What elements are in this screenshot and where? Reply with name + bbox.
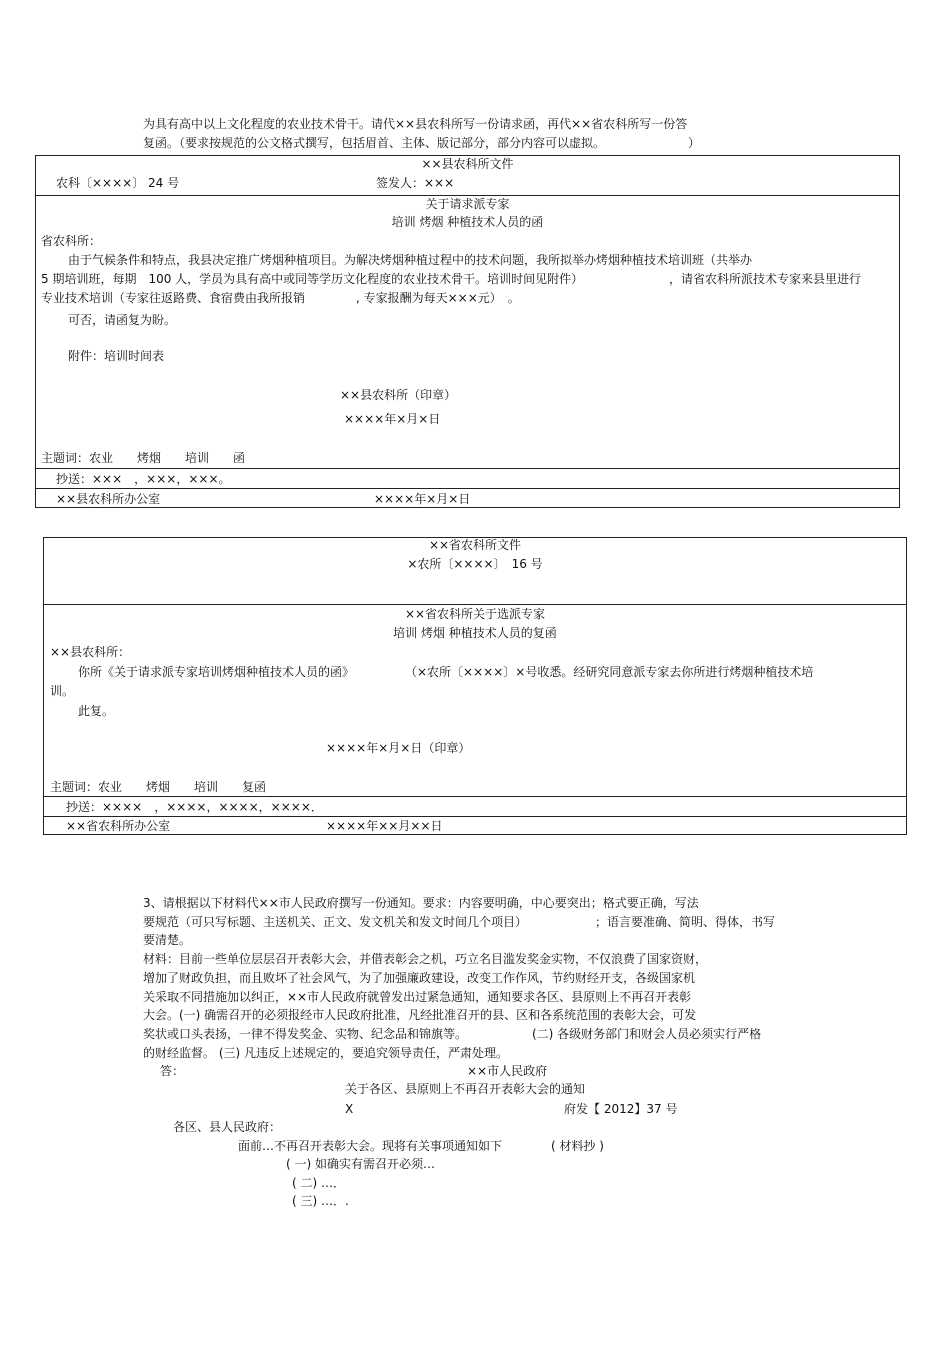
answer-label: 答：: [160, 1064, 185, 1078]
doc1-body-line-2b: ，请省农科所派技术专家来县里进行: [669, 272, 862, 286]
intro-line-1: 为具有高中以上文化程度的农业技术骨干。请代××县农科所写一份请求函，再代××省农科所写一份答: [143, 117, 688, 131]
answer-doc-number: 府发【 2012】37 号: [564, 1102, 678, 1116]
doc1-doc-number: 农科〔××××〕 24 号: [56, 176, 180, 190]
doc2-doc-number: ×农所〔××××〕 16 号: [407, 557, 543, 571]
doc1-attachment: 附件：培训时间表: [68, 349, 165, 363]
answer-item-3: ( 三) …．.: [292, 1194, 349, 1208]
answer-body-note: ( 材料抄 ): [551, 1139, 604, 1153]
doc1-title-line-2: 培训 烤烟 种植技术人员的函: [391, 215, 544, 229]
material-line-4: 大会。(一) 确需召开的必须报经市人民政府批准，凡经批准召开的县、区和各系统范围的表彰大会，可发: [143, 1008, 697, 1022]
answer-x-mark: X: [345, 1102, 354, 1116]
doc1-signer: 签发人：×××: [376, 176, 455, 190]
doc1-issue-date: ××××年×月×日: [374, 492, 471, 506]
doc2-title-line-2: 培训 烤烟 种植技术人员的复函: [393, 626, 557, 640]
answer-org: ××市人民政府: [467, 1064, 548, 1078]
doc2-body-line-1b: （×农所〔××××〕×号收悉。经研究同意派专家去你所进行烤烟种植技术培: [405, 665, 814, 679]
footer-divider-2: [35, 488, 900, 489]
doc1-body-line-3a: 专业技术培训（专家往返路费、食宿费由我所报销: [41, 291, 306, 305]
material-line-3: 关采取不同措施加以纠正，××市人民政府就曾发出过紧急通知，通知要求各区、县原则上不再召开表彰: [143, 990, 692, 1004]
intro-line-2: 复函。（要求按规范的公文格式撰写，包括眉首、主体、版记部分，部分内容可以虚拟。: [143, 136, 606, 150]
doc2-header-title: ××省农科所文件: [428, 538, 522, 552]
answer-title: 关于各区、县原则上不再召开表彰大会的通知: [345, 1082, 586, 1096]
doc1-date: ××××年×月×日: [344, 412, 441, 426]
doc1-title-line-1: 关于请求派专家: [425, 197, 510, 211]
doc1-cc: 抄送：××× ，×××，×××。: [56, 472, 231, 486]
q3-line-3: 要清楚。: [143, 933, 192, 947]
doc2-body-line-2: 训。: [50, 684, 75, 698]
doc2-title-line-1: ××省农科所关于选派专家: [404, 607, 546, 621]
answer-item-1: ( 一) 如确实有需召开必须…: [286, 1157, 435, 1171]
doc2-recipient: ××县农科所：: [50, 645, 131, 659]
material-line-5b: (二) 各级财务部门和财会人员必须实行严格: [532, 1027, 762, 1041]
footer-divider-2: [43, 816, 907, 817]
doc1-body-line-1: 由于气候条件和特点，我县决定推广烤烟种植项目。为解决烤烟种植过程中的技术问题，我所拟举办烤烟种植技术培训班（共举办: [68, 253, 753, 267]
material-line-1: 材料：目前一些单位层层召开表彰大会，并借表彰会之机，巧立名目滥发奖金实物，不仅浪费了国家资财，: [143, 952, 708, 966]
doc2-cc: 抄送：×××× ，××××，××××，××××．: [66, 800, 323, 814]
doc2-date-seal: ××××年×月×日（印章）: [326, 741, 471, 755]
material-line-5a: 奖状或口头表扬，一律不得发奖金、实物、纪念品和锦旗等。: [143, 1027, 468, 1041]
doc1-issuer: ××县农科所办公室: [56, 492, 161, 506]
footer-divider-1: [35, 468, 900, 469]
material-line-6: 的财经监督。 (三) 凡违反上述规定的，要追究领导责任，严肃处理。: [143, 1046, 508, 1060]
material-line-2: 增加了财政负担，而且败坏了社会风气，为了加强廉政建设，改变工作作风，节约财经开支，各级国家机: [143, 971, 696, 985]
doc2-body-line-1a: 你所《关于请求派专家培训烤烟种植技术人员的函》: [78, 665, 355, 679]
doc2-issue-date: ××××年××月××日: [326, 819, 443, 833]
doc2-subject-words: 主题词：农业 烤烟 培训 复函: [50, 780, 267, 794]
q3-line-1: 3、请根据以下材料代××市人民政府撰写一份通知。要求：内容要明确，中心要突出；格式要正确，写法: [143, 896, 699, 910]
intro-line-2-end: ）: [688, 136, 701, 150]
doc2-issuer: ××省农科所办公室: [66, 819, 171, 833]
doc1-subject-words: 主题词：农业 烤烟 培训 函: [41, 451, 246, 465]
q3-line-2a: 要规范（可只写标题、主送机关、正文、发文机关和发文时间几个项目）: [143, 915, 528, 929]
header-divider: [43, 604, 907, 605]
answer-body: 面前…不再召开表彰大会。现将有关事项通知如下: [238, 1139, 503, 1153]
doc1-header-title: ××县农科所文件: [421, 157, 514, 171]
doc2-closing: 此复。: [78, 704, 115, 718]
doc1-closing: 可否，请函复为盼。: [68, 313, 177, 327]
q3-line-2b: ；语言要准确、简明、得体，书写: [595, 915, 776, 929]
answer-item-2: ( 二) …．: [292, 1176, 345, 1190]
footer-divider-1: [43, 796, 907, 797]
answer-recipient: 各区、县人民政府：: [173, 1120, 282, 1134]
doc1-recipient: 省农科所：: [41, 234, 102, 248]
doc1-body-line-2a: 5 期培训班，每期 100 人，学员为具有高中或同等学历文化程度的农业技术骨干。培训时间见附件）: [41, 272, 584, 286]
doc1-body-line-3b: , 专家报酬为每天×××元） 。: [356, 291, 520, 305]
doc1-seal: ××县农科所（印章）: [340, 388, 457, 402]
